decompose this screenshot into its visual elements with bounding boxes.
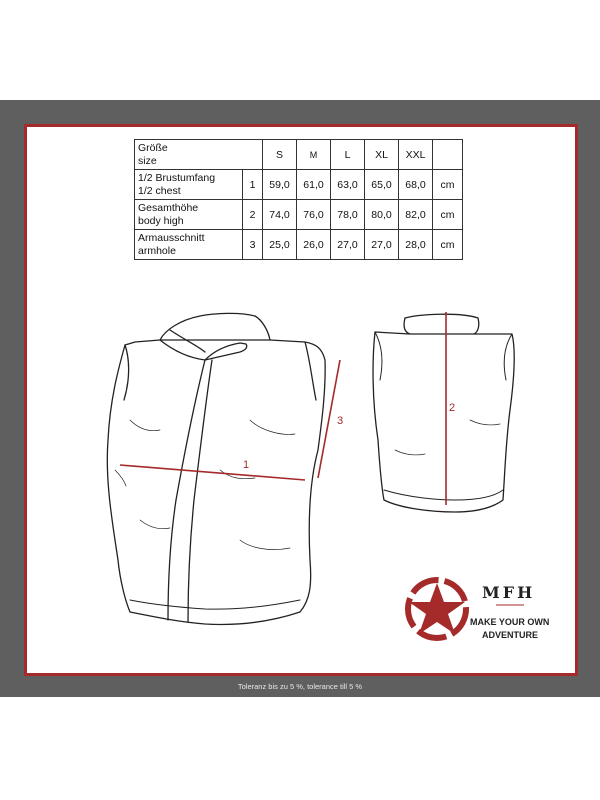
- marker-armhole: 3: [337, 415, 344, 427]
- cell-unit: cm: [433, 200, 463, 230]
- cell-value: 80,0: [365, 200, 399, 230]
- row-label-de: Armausschnitt: [138, 231, 205, 244]
- vest-back-drawing: [373, 314, 514, 512]
- marker-height: 2: [449, 402, 456, 414]
- cell-unit: cm: [433, 230, 463, 260]
- row-number: 1: [243, 170, 263, 200]
- cell-value: 27,0: [331, 230, 365, 260]
- slogan-line2: ADVENTURE: [482, 630, 539, 640]
- cell-value: 59,0: [263, 170, 297, 200]
- cell-value: 26,0: [297, 230, 331, 260]
- row-number: 3: [243, 230, 263, 260]
- header-label-en: size: [138, 154, 157, 167]
- cell-value: 61,0: [297, 170, 331, 200]
- cell-value: 25,0: [263, 230, 297, 260]
- brand-name: MFH: [482, 583, 536, 602]
- size-m: M: [297, 140, 331, 170]
- cell-value: 65,0: [365, 170, 399, 200]
- cell-unit: cm: [433, 170, 463, 200]
- cell-value: 28,0: [399, 230, 433, 260]
- cell-value: 78,0: [331, 200, 365, 230]
- vest-front-drawing: [107, 313, 325, 624]
- size-xl: XL: [365, 140, 399, 170]
- slogan-line1: MAKE YOUR OWN: [470, 617, 550, 627]
- size-l: L: [331, 140, 365, 170]
- cell-value: 27,0: [365, 230, 399, 260]
- cell-value: 68,0: [399, 170, 433, 200]
- mfh-logo-icon: [408, 580, 466, 638]
- cell-value: 74,0: [263, 200, 297, 230]
- tolerance-note: Toleranz bis zu 5 %, tolerance till 5 %: [237, 682, 363, 691]
- row-label-de: Gesamthöhe: [138, 201, 199, 214]
- row-label-en: 1/2 chest: [138, 184, 181, 197]
- marker-chest: 1: [243, 459, 250, 471]
- cell-value: 63,0: [331, 170, 365, 200]
- row-number: 2: [243, 200, 263, 230]
- size-s: S: [263, 140, 297, 170]
- header-label-de: Größe: [138, 141, 168, 154]
- row-label-en: body high: [138, 214, 184, 227]
- row-label-de: 1/2 Brustumfang: [138, 171, 216, 184]
- row-label-en: armhole: [138, 244, 176, 257]
- size-xxl: XXL: [399, 140, 433, 170]
- cell-value: 76,0: [297, 200, 331, 230]
- cell-value: 82,0: [399, 200, 433, 230]
